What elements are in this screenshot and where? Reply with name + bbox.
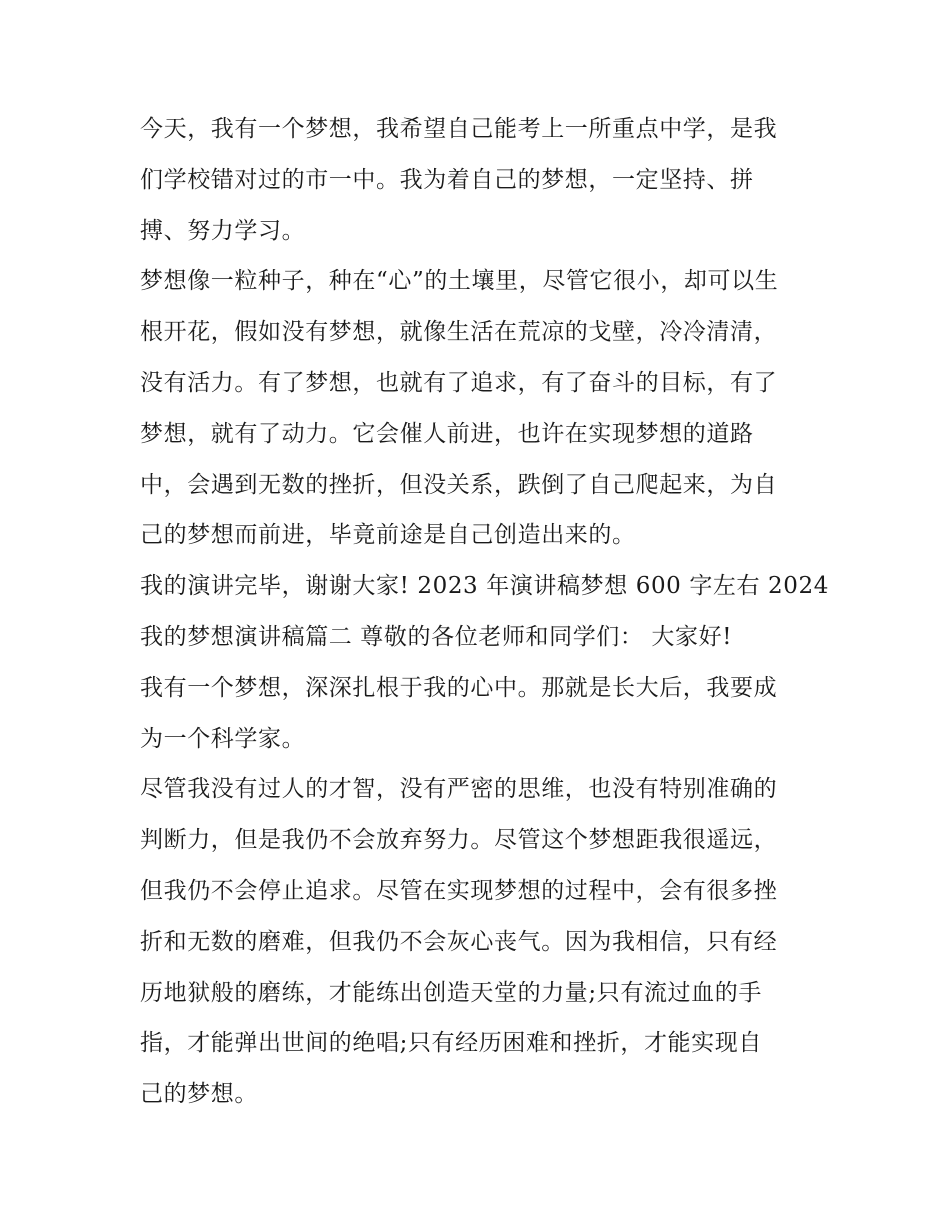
text-line-5: 根开花，假如没有梦想，就像生活在荒凉的戈壁，冷冷清清， xyxy=(140,319,778,346)
text-line-14: 尽管我没有过人的才智，没有严密的思维，也没有特别准确的 xyxy=(140,776,778,803)
text-line-4: 梦想像一粒种子，种在“心”的土壤里，尽管它很小，却可以生 xyxy=(140,268,779,295)
text-line-18: 历地狱般的磨练，才能练出创造天堂的力量;只有流过血的手 xyxy=(140,979,762,1006)
text-line-6: 没有活力。有了梦想，也就有了追求，有了奋斗的目标，有了 xyxy=(140,369,778,396)
text-line-11: 我的梦想演讲稿篇二 尊敬的各位老师和同学们： 大家好! xyxy=(140,623,733,650)
text-line-1: 今天，我有一个梦想，我希望自己能考上一所重点中学，是我 xyxy=(140,116,778,142)
text-line-15: 判断力，但是我仍不会放弃努力。尽管这个梦想距我很遥远， xyxy=(140,827,778,854)
text-line-20: 己的梦想。 xyxy=(140,1081,258,1108)
text-line-3: 搏、努力学习。 xyxy=(140,217,306,244)
text-line-7: 梦想，就有了动力。它会催人前进，也许在实现梦想的道路 xyxy=(140,420,754,447)
text-line-16: 但我仍不会停止追求。尽管在实现梦想的过程中，会有很多挫 xyxy=(140,877,778,904)
text-line-10: 我的演讲完毕，谢谢大家! 2023 年演讲稿梦想 600 字左右 2024 xyxy=(140,573,829,600)
text-line-8: 中，会遇到无数的挫折，但没关系，跌倒了自己爬起来，为自 xyxy=(140,471,778,498)
text-line-17: 折和无数的磨难，但我仍不会灰心丧气。因为我相信，只有经 xyxy=(140,928,778,955)
text-line-9: 己的梦想而前进，毕竟前途是自己创造出来的。 xyxy=(140,522,636,549)
text-line-19: 指，才能弹出世间的绝唱;只有经历困难和挫折，才能实现自 xyxy=(140,1030,762,1057)
document-body xyxy=(140,104,829,1120)
text-line-12: 我有一个梦想，深深扎根于我的心中。那就是长大后，我要成 xyxy=(140,674,778,701)
text-line-2: 们学校错对过的市一中。我为着自己的梦想，一定坚持、拼 xyxy=(140,166,754,193)
text-line-13: 为一个科学家。 xyxy=(140,725,306,752)
